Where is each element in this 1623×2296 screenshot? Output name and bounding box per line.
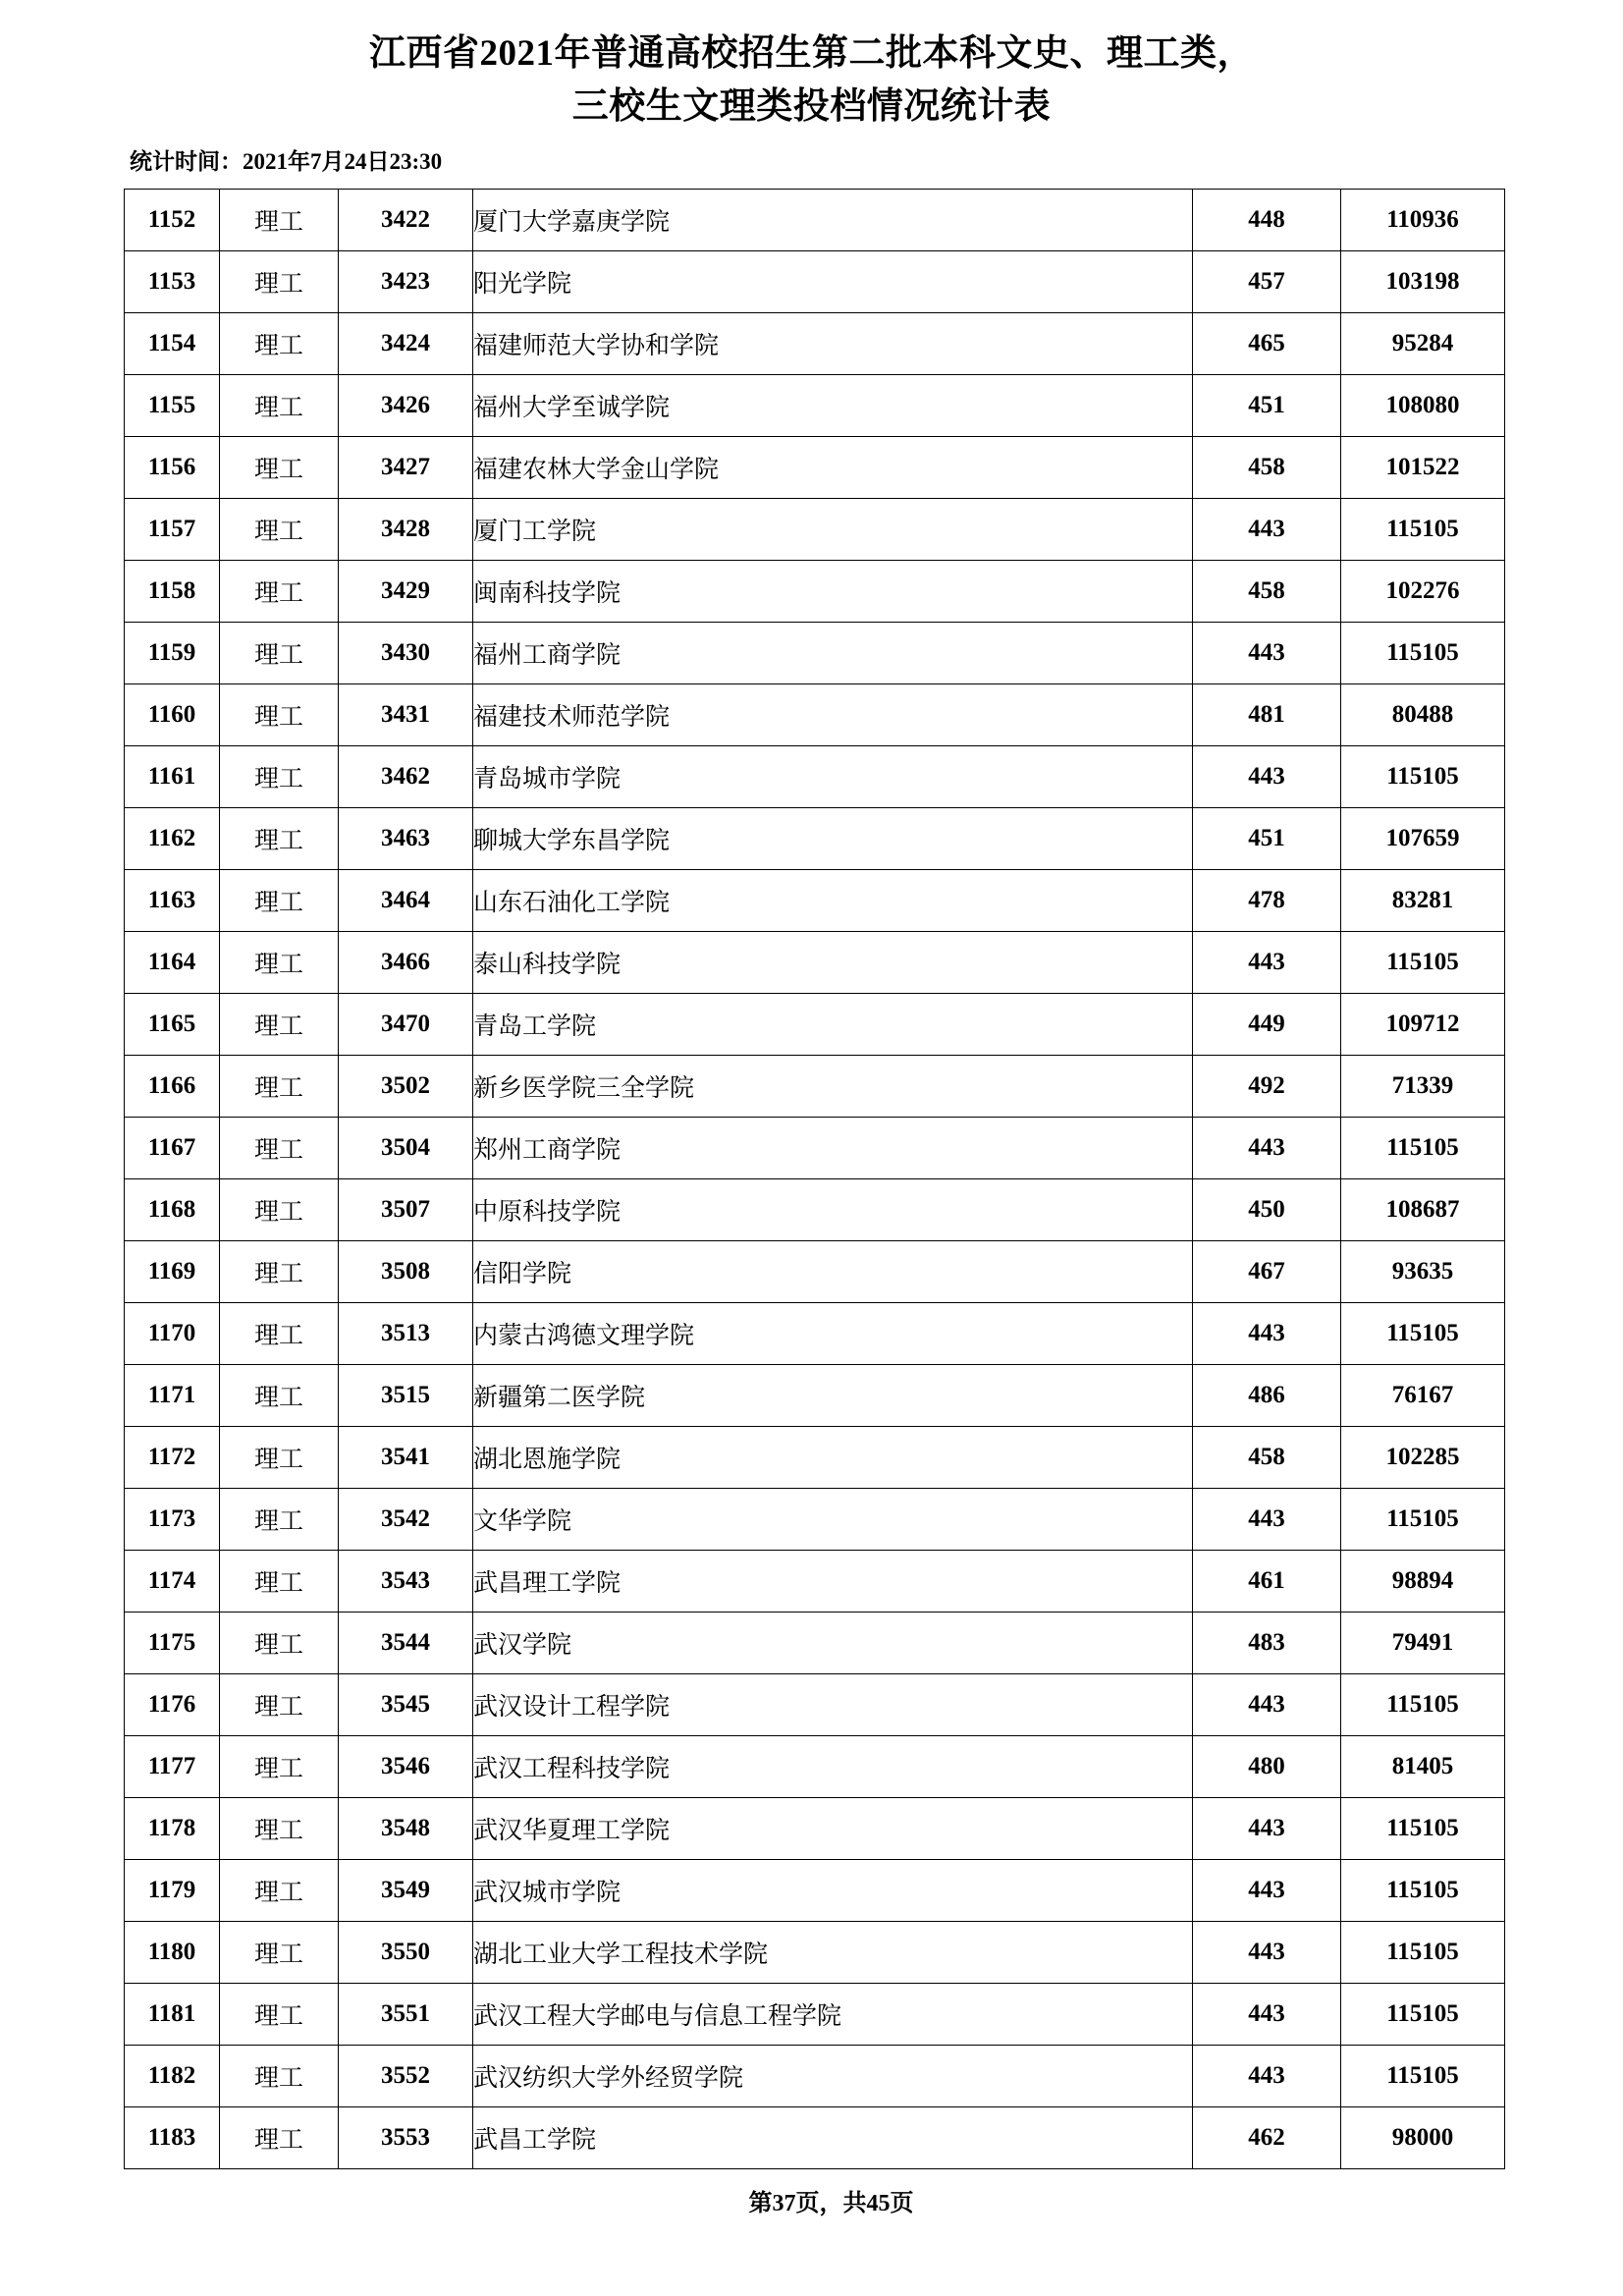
cell-school-code: 3550 xyxy=(339,1922,473,1984)
cell-school-name: 福建师范大学协和学院 xyxy=(473,313,1193,375)
table-row xyxy=(125,561,1505,623)
cell-score-line: 451 xyxy=(1193,375,1341,437)
cell-school-name: 青岛工学院 xyxy=(473,994,1193,1056)
cell-school-code: 3542 xyxy=(339,1489,473,1551)
cell-category: 理工 xyxy=(220,1118,339,1179)
cell-category: 理工 xyxy=(220,251,339,313)
cell-school-code: 3508 xyxy=(339,1241,473,1303)
table-row xyxy=(125,1736,1505,1798)
cell-sequence: 1162 xyxy=(125,808,220,870)
table-row xyxy=(125,1241,1505,1303)
cell-school-code: 3427 xyxy=(339,437,473,499)
cell-rank: 102276 xyxy=(1341,561,1505,623)
cell-score-line: 467 xyxy=(1193,1241,1341,1303)
cell-category: 理工 xyxy=(220,1427,339,1489)
cell-sequence: 1170 xyxy=(125,1303,220,1365)
page-title xyxy=(0,0,1623,134)
cell-school-code: 3513 xyxy=(339,1303,473,1365)
cell-school-code: 3507 xyxy=(339,1179,473,1241)
table-row xyxy=(125,190,1505,251)
cell-school-code: 3551 xyxy=(339,1984,473,2046)
cell-school-name: 内蒙古鸿德文理学院 xyxy=(473,1303,1193,1365)
table-row xyxy=(125,1427,1505,1489)
cell-score-line: 465 xyxy=(1193,313,1341,375)
cell-rank: 108687 xyxy=(1341,1179,1505,1241)
cell-sequence: 1154 xyxy=(125,313,220,375)
cell-score-line: 450 xyxy=(1193,1179,1341,1241)
cell-rank: 115105 xyxy=(1341,746,1505,808)
cell-school-code: 3552 xyxy=(339,2046,473,2107)
cell-category: 理工 xyxy=(220,1613,339,1674)
cell-school-name: 福建农林大学金山学院 xyxy=(473,437,1193,499)
cell-rank: 115105 xyxy=(1341,1489,1505,1551)
cell-school-code: 3553 xyxy=(339,2107,473,2169)
cell-rank: 115105 xyxy=(1341,1984,1505,2046)
cell-category: 理工 xyxy=(220,1798,339,1860)
cell-rank: 71339 xyxy=(1341,1056,1505,1118)
cell-sequence: 1173 xyxy=(125,1489,220,1551)
cell-rank: 108080 xyxy=(1341,375,1505,437)
cell-score-line: 492 xyxy=(1193,1056,1341,1118)
cell-sequence: 1164 xyxy=(125,932,220,994)
table-row xyxy=(125,994,1505,1056)
table-row xyxy=(125,1303,1505,1365)
cell-sequence: 1166 xyxy=(125,1056,220,1118)
cell-school-code: 3428 xyxy=(339,499,473,561)
cell-sequence: 1175 xyxy=(125,1613,220,1674)
table-row xyxy=(125,1118,1505,1179)
cell-sequence: 1163 xyxy=(125,870,220,932)
cell-rank: 110936 xyxy=(1341,190,1505,251)
cell-school-name: 福州大学至诚学院 xyxy=(473,375,1193,437)
cell-school-name: 福州工商学院 xyxy=(473,623,1193,684)
cell-sequence: 1180 xyxy=(125,1922,220,1984)
table-row xyxy=(125,375,1505,437)
cell-score-line: 480 xyxy=(1193,1736,1341,1798)
cell-category: 理工 xyxy=(220,437,339,499)
table-row xyxy=(125,1674,1505,1736)
cell-rank: 107659 xyxy=(1341,808,1505,870)
cell-school-name: 武昌工学院 xyxy=(473,2107,1193,2169)
cell-rank: 109712 xyxy=(1341,994,1505,1056)
cell-rank: 115105 xyxy=(1341,499,1505,561)
cell-sequence: 1161 xyxy=(125,746,220,808)
cell-rank: 95284 xyxy=(1341,313,1505,375)
cell-rank: 80488 xyxy=(1341,684,1505,746)
cell-school-code: 3549 xyxy=(339,1860,473,1922)
cell-category: 理工 xyxy=(220,808,339,870)
cell-rank: 93635 xyxy=(1341,1241,1505,1303)
cell-school-code: 3515 xyxy=(339,1365,473,1427)
cell-school-code: 3502 xyxy=(339,1056,473,1118)
table-row xyxy=(125,870,1505,932)
cell-school-code: 3429 xyxy=(339,561,473,623)
cell-sequence: 1178 xyxy=(125,1798,220,1860)
cell-category: 理工 xyxy=(220,1489,339,1551)
cell-score-line: 449 xyxy=(1193,994,1341,1056)
cell-category: 理工 xyxy=(220,375,339,437)
table-row xyxy=(125,746,1505,808)
cell-category: 理工 xyxy=(220,2046,339,2107)
cell-category: 理工 xyxy=(220,1860,339,1922)
cell-score-line: 443 xyxy=(1193,1118,1341,1179)
cell-score-line: 443 xyxy=(1193,932,1341,994)
cell-school-code: 3431 xyxy=(339,684,473,746)
cell-school-code: 3504 xyxy=(339,1118,473,1179)
cell-rank: 115105 xyxy=(1341,1118,1505,1179)
cell-school-name: 泰山科技学院 xyxy=(473,932,1193,994)
cell-school-code: 3545 xyxy=(339,1674,473,1736)
cell-score-line: 443 xyxy=(1193,1489,1341,1551)
cell-school-name: 闽南科技学院 xyxy=(473,561,1193,623)
cell-score-line: 443 xyxy=(1193,1984,1341,2046)
page-title-line-2: 三校生文理类投档情况统计表 xyxy=(571,86,1052,127)
cell-sequence: 1165 xyxy=(125,994,220,1056)
cell-score-line: 478 xyxy=(1193,870,1341,932)
cell-rank: 79491 xyxy=(1341,1613,1505,1674)
cell-score-line: 443 xyxy=(1193,499,1341,561)
cell-score-line: 448 xyxy=(1193,190,1341,251)
cell-school-name: 厦门大学嘉庚学院 xyxy=(473,190,1193,251)
table-row xyxy=(125,1860,1505,1922)
cell-school-name: 武汉纺织大学外经贸学院 xyxy=(473,2046,1193,2107)
cell-rank: 81405 xyxy=(1341,1736,1505,1798)
cell-score-line: 443 xyxy=(1193,623,1341,684)
table-row xyxy=(125,499,1505,561)
cell-category: 理工 xyxy=(220,870,339,932)
cell-school-name: 湖北工业大学工程技术学院 xyxy=(473,1922,1193,1984)
cell-school-code: 3463 xyxy=(339,808,473,870)
cell-sequence: 1177 xyxy=(125,1736,220,1798)
cell-school-code: 3422 xyxy=(339,190,473,251)
cell-school-code: 3544 xyxy=(339,1613,473,1674)
cell-school-name: 湖北恩施学院 xyxy=(473,1427,1193,1489)
cell-score-line: 443 xyxy=(1193,1798,1341,1860)
table-row xyxy=(125,1056,1505,1118)
cell-school-name: 武汉设计工程学院 xyxy=(473,1674,1193,1736)
cell-school-name: 新乡医学院三全学院 xyxy=(473,1056,1193,1118)
cell-score-line: 443 xyxy=(1193,1922,1341,1984)
cell-category: 理工 xyxy=(220,1551,339,1613)
cell-rank: 98000 xyxy=(1341,2107,1505,2169)
cell-school-code: 3470 xyxy=(339,994,473,1056)
cell-category: 理工 xyxy=(220,932,339,994)
cell-sequence: 1172 xyxy=(125,1427,220,1489)
table-row xyxy=(125,1489,1505,1551)
cell-category: 理工 xyxy=(220,1674,339,1736)
cell-sequence: 1168 xyxy=(125,1179,220,1241)
cell-school-code: 3543 xyxy=(339,1551,473,1613)
cell-school-code: 3464 xyxy=(339,870,473,932)
cell-score-line: 443 xyxy=(1193,746,1341,808)
cell-school-code: 3424 xyxy=(339,313,473,375)
table-body xyxy=(125,190,1505,2169)
cell-category: 理工 xyxy=(220,684,339,746)
cell-category: 理工 xyxy=(220,1365,339,1427)
table-row xyxy=(125,2107,1505,2169)
cell-rank: 115105 xyxy=(1341,1303,1505,1365)
cell-category: 理工 xyxy=(220,499,339,561)
cell-category: 理工 xyxy=(220,746,339,808)
cell-category: 理工 xyxy=(220,1736,339,1798)
cell-school-name: 新疆第二医学院 xyxy=(473,1365,1193,1427)
cell-school-code: 3426 xyxy=(339,375,473,437)
cell-school-code: 3548 xyxy=(339,1798,473,1860)
cell-school-name: 青岛城市学院 xyxy=(473,746,1193,808)
page-title-line-1: 江西省2021年普通高校招生第二批本科文史、理工类， xyxy=(369,33,1254,74)
cell-sequence: 1183 xyxy=(125,2107,220,2169)
table-row xyxy=(125,684,1505,746)
cell-sequence: 1159 xyxy=(125,623,220,684)
cell-score-line: 462 xyxy=(1193,2107,1341,2169)
cell-category: 理工 xyxy=(220,1241,339,1303)
cell-rank: 115105 xyxy=(1341,1798,1505,1860)
cell-sequence: 1171 xyxy=(125,1365,220,1427)
cell-sequence: 1182 xyxy=(125,2046,220,2107)
cell-rank: 76167 xyxy=(1341,1365,1505,1427)
cell-score-line: 458 xyxy=(1193,437,1341,499)
cell-school-name: 武汉工程大学邮电与信息工程学院 xyxy=(473,1984,1193,2046)
cell-school-name: 阳光学院 xyxy=(473,251,1193,313)
cell-score-line: 483 xyxy=(1193,1613,1341,1674)
cell-score-line: 443 xyxy=(1193,2046,1341,2107)
cell-school-name: 中原科技学院 xyxy=(473,1179,1193,1241)
cell-category: 理工 xyxy=(220,1179,339,1241)
cell-category: 理工 xyxy=(220,190,339,251)
cell-rank: 98894 xyxy=(1341,1551,1505,1613)
cell-category: 理工 xyxy=(220,313,339,375)
cell-category: 理工 xyxy=(220,561,339,623)
cell-sequence: 1155 xyxy=(125,375,220,437)
cell-school-name: 武汉城市学院 xyxy=(473,1860,1193,1922)
cell-sequence: 1179 xyxy=(125,1860,220,1922)
admission-score-table xyxy=(124,189,1505,2169)
cell-school-code: 3430 xyxy=(339,623,473,684)
cell-school-name: 文华学院 xyxy=(473,1489,1193,1551)
cell-sequence: 1153 xyxy=(125,251,220,313)
cell-rank: 101522 xyxy=(1341,437,1505,499)
table-row xyxy=(125,437,1505,499)
cell-school-name: 郑州工商学院 xyxy=(473,1118,1193,1179)
cell-sequence: 1181 xyxy=(125,1984,220,2046)
cell-school-name: 厦门工学院 xyxy=(473,499,1193,561)
cell-sequence: 1167 xyxy=(125,1118,220,1179)
cell-category: 理工 xyxy=(220,1922,339,1984)
cell-sequence: 1152 xyxy=(125,190,220,251)
cell-score-line: 461 xyxy=(1193,1551,1341,1613)
page-footer: 第37页，共45页 xyxy=(748,2191,914,2216)
cell-category: 理工 xyxy=(220,1984,339,2046)
table-row xyxy=(125,2046,1505,2107)
cell-category: 理工 xyxy=(220,623,339,684)
cell-rank: 115105 xyxy=(1341,2046,1505,2107)
cell-sequence: 1156 xyxy=(125,437,220,499)
cell-school-code: 3462 xyxy=(339,746,473,808)
cell-score-line: 458 xyxy=(1193,1427,1341,1489)
table-row xyxy=(125,1984,1505,2046)
cell-school-name: 福建技术师范学院 xyxy=(473,684,1193,746)
cell-school-name: 武汉学院 xyxy=(473,1613,1193,1674)
cell-rank: 83281 xyxy=(1341,870,1505,932)
statistics-timestamp: 统计时间：2021年7月24日23:30 xyxy=(130,149,443,174)
table-row xyxy=(125,1179,1505,1241)
cell-score-line: 443 xyxy=(1193,1303,1341,1365)
cell-sequence: 1176 xyxy=(125,1674,220,1736)
cell-score-line: 486 xyxy=(1193,1365,1341,1427)
cell-school-name: 信阳学院 xyxy=(473,1241,1193,1303)
table-row xyxy=(125,932,1505,994)
cell-score-line: 481 xyxy=(1193,684,1341,746)
table-row xyxy=(125,1551,1505,1613)
table-row xyxy=(125,808,1505,870)
cell-category: 理工 xyxy=(220,1303,339,1365)
cell-score-line: 457 xyxy=(1193,251,1341,313)
table-row xyxy=(125,251,1505,313)
table-row xyxy=(125,313,1505,375)
cell-sequence: 1169 xyxy=(125,1241,220,1303)
cell-school-code: 3541 xyxy=(339,1427,473,1489)
cell-school-name: 武汉工程科技学院 xyxy=(473,1736,1193,1798)
cell-category: 理工 xyxy=(220,994,339,1056)
table-row xyxy=(125,1798,1505,1860)
cell-rank: 115105 xyxy=(1341,1674,1505,1736)
cell-sequence: 1160 xyxy=(125,684,220,746)
table-row xyxy=(125,623,1505,684)
cell-rank: 115105 xyxy=(1341,623,1505,684)
cell-school-name: 武汉华夏理工学院 xyxy=(473,1798,1193,1860)
cell-score-line: 443 xyxy=(1193,1674,1341,1736)
cell-score-line: 443 xyxy=(1193,1860,1341,1922)
cell-category: 理工 xyxy=(220,2107,339,2169)
cell-sequence: 1174 xyxy=(125,1551,220,1613)
cell-school-code: 3423 xyxy=(339,251,473,313)
cell-rank: 115105 xyxy=(1341,932,1505,994)
cell-rank: 102285 xyxy=(1341,1427,1505,1489)
cell-sequence: 1158 xyxy=(125,561,220,623)
cell-rank: 115105 xyxy=(1341,1860,1505,1922)
cell-school-code: 3466 xyxy=(339,932,473,994)
cell-school-name: 山东石油化工学院 xyxy=(473,870,1193,932)
cell-category: 理工 xyxy=(220,1056,339,1118)
cell-rank: 103198 xyxy=(1341,251,1505,313)
table-row xyxy=(125,1922,1505,1984)
cell-school-name: 武昌理工学院 xyxy=(473,1551,1193,1613)
cell-school-code: 3546 xyxy=(339,1736,473,1798)
cell-sequence: 1157 xyxy=(125,499,220,561)
table-row xyxy=(125,1613,1505,1674)
cell-school-name: 聊城大学东昌学院 xyxy=(473,808,1193,870)
cell-rank: 115105 xyxy=(1341,1922,1505,1984)
table-row xyxy=(125,1365,1505,1427)
cell-score-line: 458 xyxy=(1193,561,1341,623)
cell-score-line: 451 xyxy=(1193,808,1341,870)
